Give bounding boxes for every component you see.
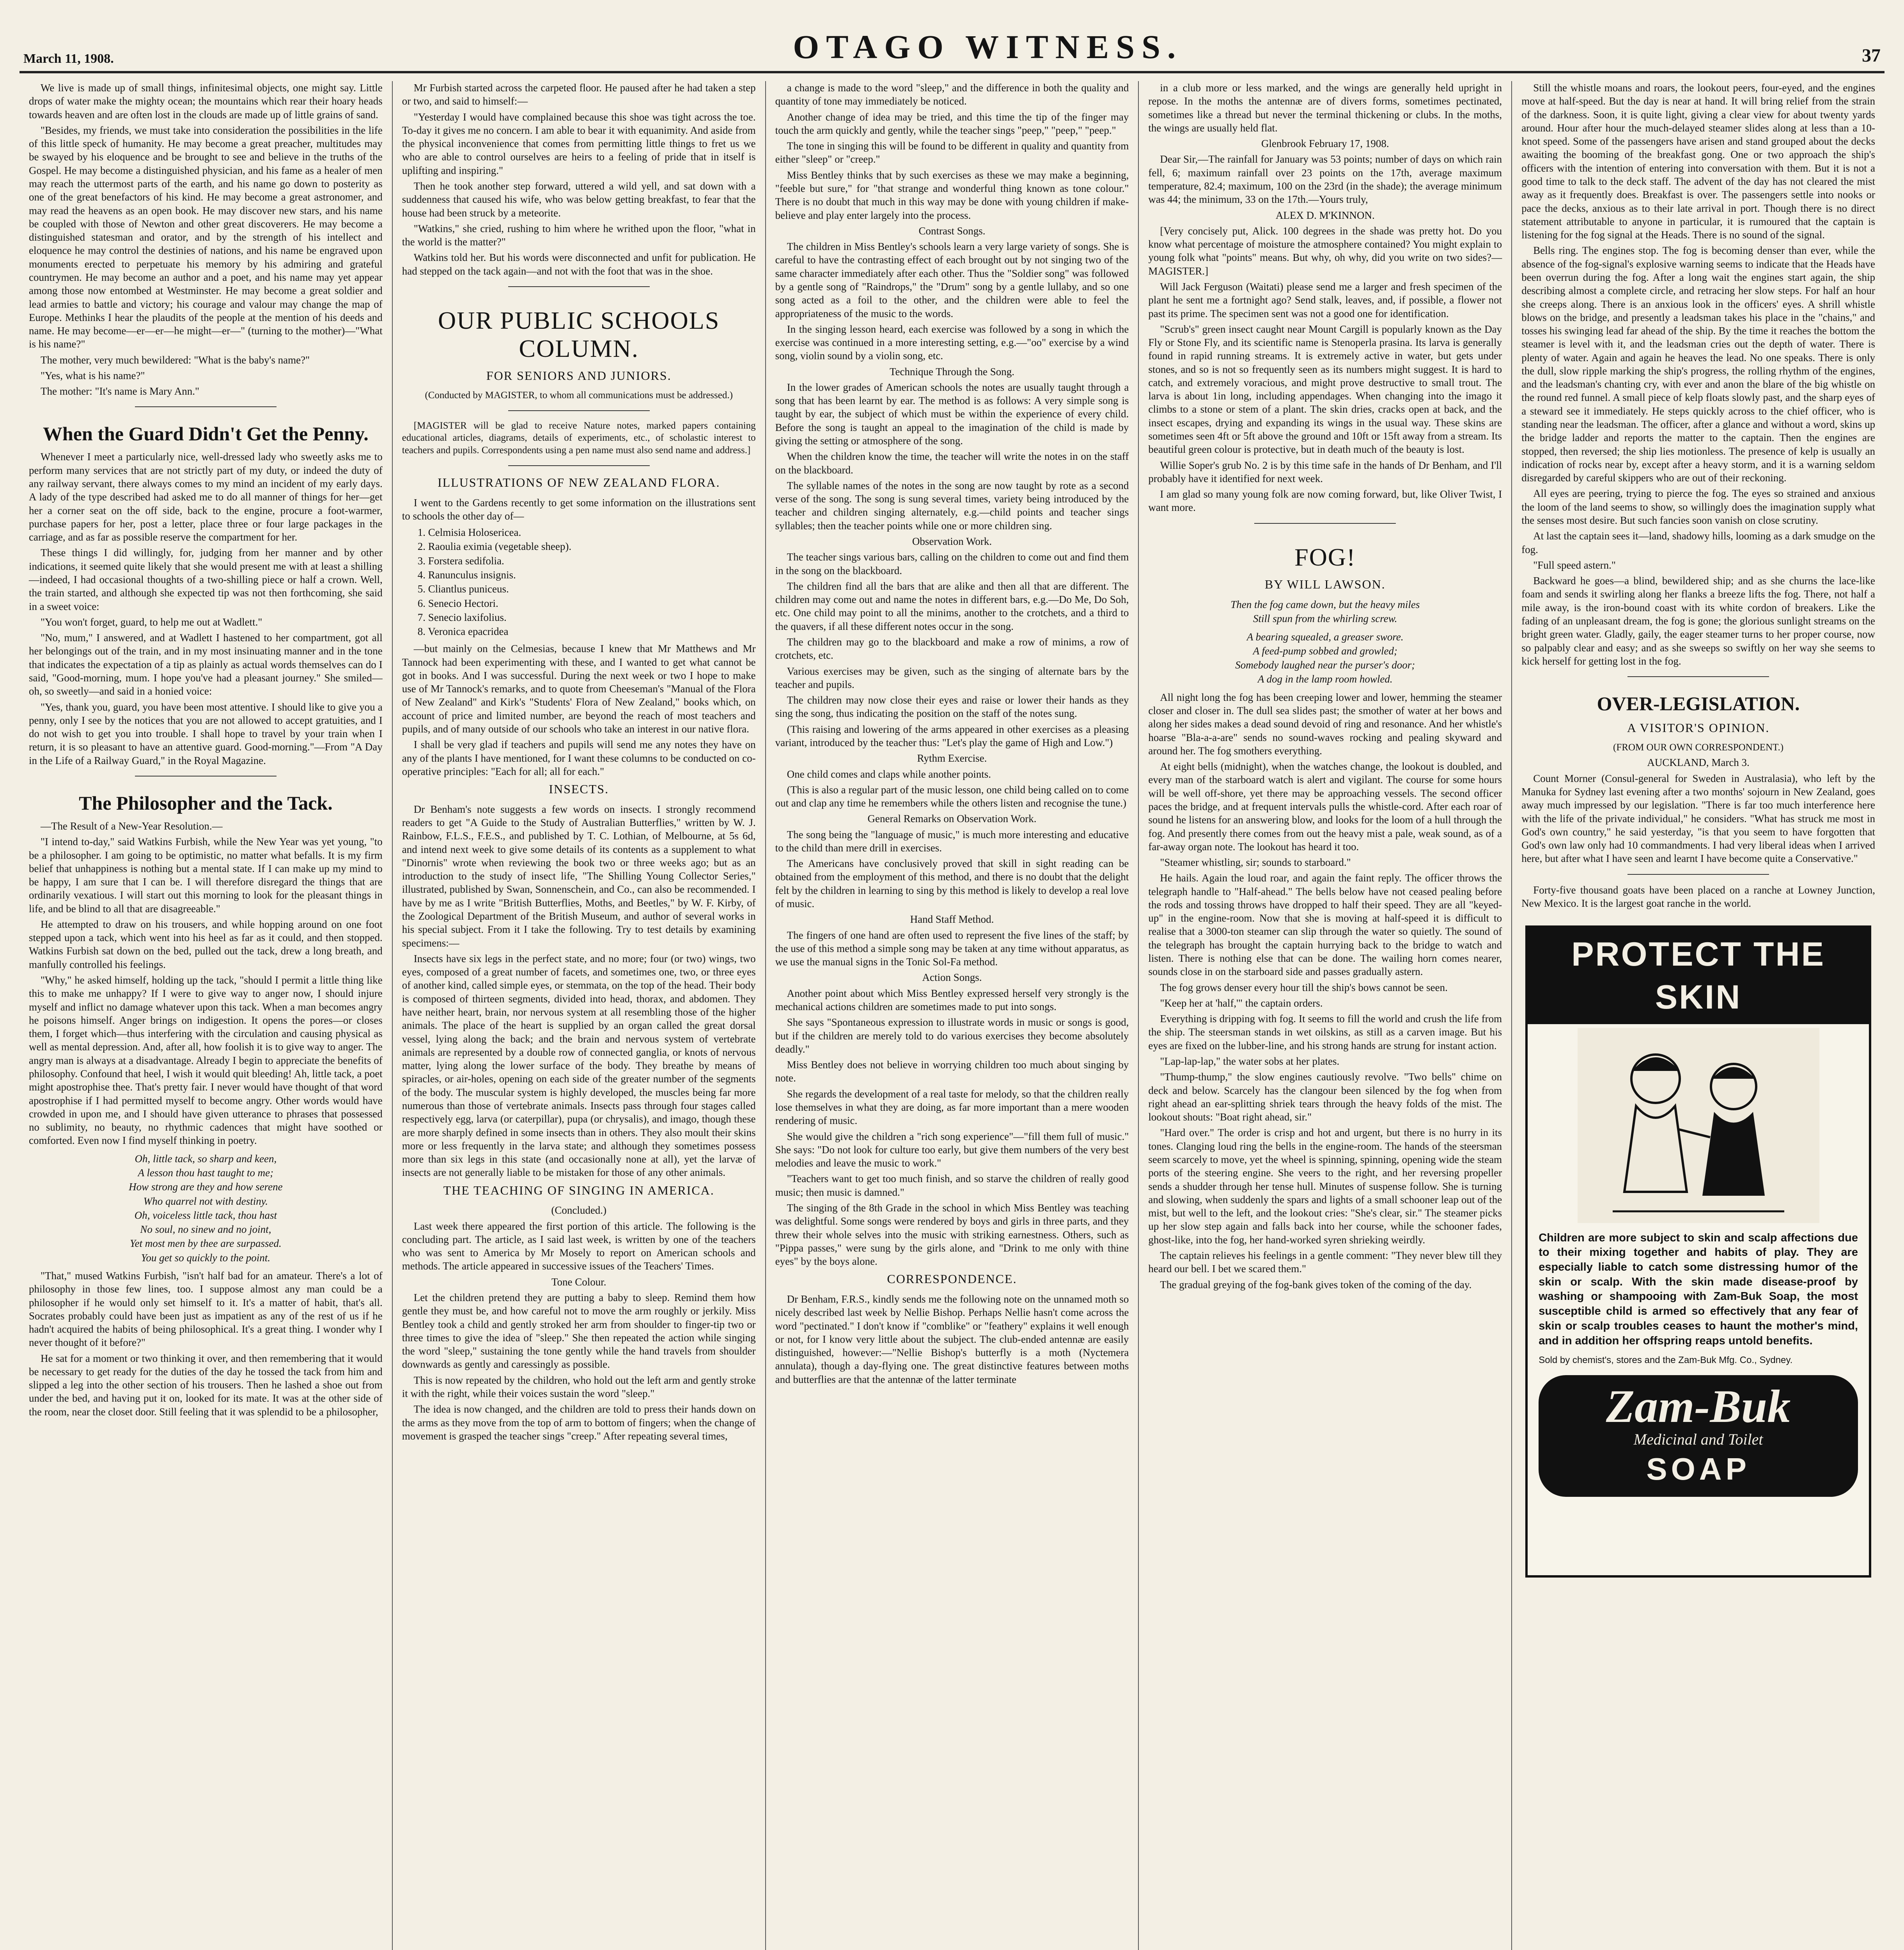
article-text: This is now repeated by the children, who hold out the left arm and gently stroke it with the right, while their voices sustain the word "sleep.": [402, 1374, 756, 1399]
list-item: 1. Celmisia Holosericea.: [417, 526, 521, 539]
conducted-note: (Conducted by MAGISTER, to whom all communications must be addressed.): [425, 390, 733, 401]
headline-fog: FOG!: [1294, 543, 1356, 571]
ad-illustration: [1528, 1024, 1869, 1227]
dateline: AUCKLAND, March 3.: [1647, 757, 1750, 769]
article-text: Insects have six legs in the perfect state, and no more; four (or two) wings, two eyes, composed of a great number of facets, and sometimes one, two, or three eyes of another kind, called simple eyes, or stemmata, on the top of the head. Their body is composed of thirteen segments, divided into head, thorax, and abdomen. They have neither heart, brain, nor nervous system at all resembling those of the higher animals. The place of the heart is supplied by an organ called the great dorsal vessel, lying along the back; and the brain and nervous system of vertebrate animals are represented by a double row of connected ganglia, or knots of nervous matter, lying along the lower surface of the body. They breathe by means of spiracles, or air-holes, opening on each side of the greater number of the segments of the body. The muscular system is highly developed, the muscles being far more numerous than those of vertebrate animals. Insects pass through four stages called respectively egg, larva (or caterpillar), pupa (or chrysalis), and imago, though these are more sharply defined in some insects than in others. They also moult their skins more or less frequently in the larva state; and although they sometimes possess more than six legs in this state (and occasionally none at all), yet the larvæ of insects are not generally liable to be mistaken for those of any other animals.: [402, 952, 756, 1179]
article-text: All eyes are peering, trying to pierce the fog. The eyes so strained and anxious the loom of the land seems to show, so willingly does the imagination supply what the senses most desire. But such fancies soon vanish on close scrutiny.: [1521, 488, 1875, 526]
article-text: "Full speed astern.": [1533, 559, 1616, 571]
column-1: [20, 81, 393, 1950]
fog-verse-2: [1148, 630, 1502, 686]
article-text: The children may now close their eyes and raise or lower their hands as they sing the song, thus indicating the position on the staff of the notes sung.: [775, 694, 1129, 720]
divider: [1627, 874, 1769, 875]
article-text: in a club more or less marked, and the wings are generally held upright in repose. In the moths the antennæ are of divers forms, sometimes pectinated, sometimes like a thread but never the terminal thickening or clubs. In the moths, the wings are usually held flat.: [1148, 82, 1502, 134]
poem-line: How strong are they and how serene: [129, 1181, 283, 1193]
article-text: The idea is now changed, and the children are told to press their hands down on the arms as they move from the top of arm to bottom of fingers; when the change of movement is grasped the teacher sings "creep." After repeating several times,: [402, 1403, 756, 1442]
subsection-title: Rythm Exercise.: [917, 752, 987, 764]
article-text: Let the children pretend they are putting a baby to sleep. Remind them how gentle they must be, and how careful not to move the arm roughly or jerkily. Miss Bentley took a child and gently stroked her arm from shoulder to finger-tip two or three times to give the idea of "sleep." She then repeated the action while singing the word "sleep," sustaining the tone gently while the hand travels from shoulder downwards as gently and caressingly as possible.: [402, 1291, 756, 1370]
column-3: [766, 81, 1139, 1950]
article-text: All night long the fog has been creeping lower and lower, hemming the steamer closer and closer in. The dull sea slides past; the smother of water at her bows and along her sides makes a dead sound devoid of ring and resonance. And her whistle's hoarse "Bla-a-a-are" sends no sound-waves rocking and pealing skyward and around her. The fog smothers everything.: [1148, 691, 1502, 757]
article-text: The captain relieves his feelings in a gentle comment: "They never blew till they heard our bell. I bet we scared them.": [1148, 1249, 1502, 1275]
verse-line: A bearing squealed, a greaser swore.: [1246, 631, 1404, 643]
article-text: "Yesterday I would have complained because this shoe was tight across the toe. To-day it gives me no concern. I am able to bear it with equanimity. And aside from the physical inconvenience that comes from permitting little things to fret us we who are able to control ourselves are heirs to a feeling of pride that in itself is uplifting and inspiring.": [402, 111, 756, 176]
subsection-title: Observation Work.: [912, 535, 992, 547]
article-text: She says "Spontaneous expression to illustrate words in music or songs is good, but if the children are merely told to do various exercises they become absolutely deadly.": [775, 1016, 1129, 1055]
article-text: I shall be very glad if teachers and pupils will send me any notes they have on any of the plants I have mentioned, for I want these columns to be conducted on co-operative principles: "Each for all; all for each.": [402, 739, 756, 777]
section-heading: ILLUSTRATIONS OF NEW ZEALAND FLORA.: [437, 475, 720, 489]
article-text: "That," mused Watkins Furbish, "isn't half bad for an amateur. There's a lot of philosophy in those few lines, too. I suppose almost any man could be a philosopher if he would only set himself to it. It's a matter of habit, that's all. Socrates probably could have been just as impatient as any of the rest of us if he hadn't acquired the habits of being philosophical. It's a great thing. I wonder why I never thought of it before?": [29, 1269, 383, 1349]
article-text: In the lower grades of American schools the notes are usually taught through a song that has been learnt by ear. The method is as follows: A very simple song is taught by ear, the subject of which must be within the experience of every child. Before the song is taught an appeal to the imagination of the child is made by giving the setting or atmosphere of the song.: [775, 381, 1129, 447]
article-text: Last week there appeared the first portion of this article. The following is the concluding part. The article, as I said last week, is written by one of the teachers who was sent to America by Mr Mosely to report on American schools and methods. The article appeared in successive issues of the Teachers' Times.: [402, 1220, 756, 1272]
article-text: She would give the children a "rich song experience"—"fill them full of music." She says: "Do not look for culture too early, but give them numbers of the very best melodies and leave the music to work.": [775, 1130, 1129, 1169]
verse-line: Still spun from the whirling screw.: [1253, 613, 1397, 625]
article-text: Backward he goes—a blind, bewildered ship; and as she churns the lace-like foam and sends it swirling along her flanks a breeze lifts the fog. There, not half a mile away, is the iron-bound coast with its white cordon of breakers. Like the fading of an unpleasant dream, the fog is gone; the glorious sunlight streams on the bright green water. Gladly, gaily, the eager steamer turns to her proper course, now so palpably clear and easy; and as she sweeps so swiftly on her way she seems to kick herself for getting lost in the fog.: [1521, 575, 1875, 667]
subsection-title: Contrast Songs.: [918, 225, 986, 237]
article-text: The children find all the bars that are alike and then all that are different. The children may come out and name the notes in different bars, e.g.—Do Me, Do Soh, etc. One child may point to all the minims, another to the crotchets, and a third to the quavers, if all these different notes occur in the song.: [775, 580, 1129, 632]
divider: [1627, 676, 1769, 677]
headline-philosopher: The Philosopher and the Tack.: [79, 792, 333, 814]
subheading: A VISITOR'S OPINION.: [1627, 721, 1770, 735]
section-heading: CORRESPONDENCE.: [887, 1272, 1017, 1286]
article-text: "Lap-lap-lap," the water sobs at her plates.: [1160, 1055, 1340, 1067]
column-2: [393, 81, 766, 1950]
article-text: He hails. Again the loud roar, and again the faint reply. The officer throws the telegraph handle to "Half-ahead." The bells below have not ceased pealing before the rods and tossing throws have dropped to half their speed. They are all "keyed-up" in the engine-room. Now that she is moving at half-speed it is difficult to realise that a 3000-ton steamer can slip through the water so quietly. The sound of the telegraph has brought the captain hurrying back to the bridge to watch and listen. There is nothing else that can be done. The wailing horn comes nearer, sounds close in on the starboard side and passes gradually astern.: [1148, 872, 1502, 978]
children-illustration-icon: [1578, 1028, 1819, 1223]
article-text: Another change of idea may be tried, and this time the tip of the finger may touch the arm quickly and gently, while the teacher sings "peep," "peep," "peep.": [775, 111, 1129, 136]
list-item: 6. Senecio Hectori.: [417, 597, 498, 609]
article-text: Count Morner (Consul-general for Sweden in Australasia), who left by the Manuka for Sydney last evening after a two months' sojourn in New Zealand, goes away much impressed by our legislation. "There is far too much interference here with the life of the private individual," he considers. "What has struck me most in God's own country," he said yesterday, "is that you seem to have forgotten that God's own law only had 10 commandments. I had very liberal ideas when I arrived here, but after what I have seen and learnt I have become quite a Conservative.": [1521, 772, 1875, 865]
list-item: 5. Cliantlus puniceus.: [417, 583, 509, 595]
page-number: 37: [1862, 45, 1881, 66]
verse-line: A dog in the lamp room howled.: [1257, 673, 1393, 685]
article-text: Various exercises may be given, such as the singing of alternate bars by the teacher and pupils.: [775, 665, 1129, 690]
article-text: "Watkins," she cried, rushing to him where he writhed upon the floor, "what in the world is the matter?": [402, 222, 756, 248]
divider: [1254, 523, 1396, 524]
divider: [508, 286, 650, 287]
zam-buk-advertisement: [1525, 925, 1871, 1578]
poem-line: Oh, voiceless little tack, thou hast: [134, 1209, 277, 1221]
article-text: "Hard over." The order is crisp and hot and urgent, but there is no hurry in its tones. Clanging loud ring the bells in the engine-room. The hands of the steersman seem scarcely to move, yet the wheel is spinning, spinning, opening wide the steam ports of the steering engine. She veers to the right, and her reversing propeller sends a shudder through her tense hull. Minutes of suspense follow. She is turning and slowing, when suddenly the spars and lights of a small schooner leap out of the mist, but well to the left, and the lookout cries: "She's clear, sir." The steamer picks up her slow step again and falls back into her course, while the schooner fades, ghost-like, into the fog, her hand-worked syren shrieking weirdly.: [1148, 1127, 1502, 1246]
subheading: FOR SENIORS AND JUNIORS.: [486, 369, 672, 383]
article-text: When the children know the time, the teacher will write the notes in on the staff on the blackboard.: [775, 450, 1129, 476]
list-item: 2. Raoulia eximia (vegetable sheep).: [417, 541, 572, 553]
article-text: The teacher sings various bars, calling on the children to come out and find them in the song on the blackboard.: [775, 551, 1129, 576]
article-text: "Teachers want to get too much finish, and so starve the children of really good music; then music is damned.": [775, 1173, 1129, 1198]
article-text: Will Jack Ferguson (Waitati) please send me a larger and fresh specimen of the plant he sent me a fortnight ago? Send stalk, leaves, and, if possible, a flower not past its prime. The specimen sent was not a good one for identification.: [1148, 280, 1502, 319]
article-text: a change is made to the word "sleep," and the difference in both the quality and quantity of tone may immediately be noticed.: [775, 82, 1129, 107]
poem-line: No soul, no sinew and no joint,: [140, 1223, 271, 1236]
article-text: Bells ring. The engines stop. The fog is becoming denser than ever, while the absence of the fog-signal's explosive warning seems to indicate that the Heads have been overrun during the fog. After a long wait the engines start again, the ship describing almost a complete circle, and retracing her slow steps. For half an hour she creeps along. There is an anxious look in the officers' eyes. A shrill whistle blows on the bridge, and presently a leadsman takes his place in the "chains," and tosses his swinging lead far ahead of the ship. By the time it reaches the bottom the steamer is level with it, and the leadsman cries out the depth of water. There is plenty of water. Again and again he heaves the lead. No one speaks. There is only the dull, slow ripple marking the ship's progress, the rolling rhythm of the engines, and the leadsman's chanting cry, with ever and anon the blare of the big whistle on the round red funnel. A small piece of kelp floats slowly past, and the sharp eyes of a steward see it immediately. He steps quickly across to the chief officer, who is standing near the leadsman. The officer, after a glance and without a word, skins up the bridge ladder and reports the matter to the captain. Then the engines are stopped, then reversed; the ship lies motionless. The presence of kelp is usually an indication of rocks near by, except after a heavy storm, and it is a warning seldom disregarded by careful skippers who are out of their reckoning.: [1521, 245, 1875, 484]
headline-over-legislation: OVER-LEGISLATION.: [1597, 693, 1800, 715]
letter-signature: ALEX D. M'KINNON.: [1275, 209, 1375, 221]
subsection-title: Tone Colour.: [551, 1276, 606, 1288]
column-5: [1512, 81, 1884, 1950]
concluded-note: (Concluded.): [551, 1204, 607, 1216]
divider: [508, 410, 650, 411]
article-text: We live is made up of small things, infinitesimal objects, one might say. Little drops of water make the mighty ocean; the mountains which rear their hoary heads towards heaven and are often lost in the clouds are made up of little grains of sand.: [29, 82, 383, 121]
headline-guard: When the Guard Didn't Get the Penny.: [43, 423, 369, 445]
article-text: Mr Furbish started across the carpeted floor. He paused after he had taken a step or two, and said to himself:—: [402, 82, 756, 107]
brand-product: SOAP: [1646, 1452, 1750, 1487]
article-text: Miss Bentley does not believe in worrying children too much about singing by note.: [775, 1059, 1129, 1084]
article-text: The singing of the 8th Grade in the school in which Miss Bentley was teaching was delightful. Some songs were rendered by boys and girls in three parts, and they threw their whole selves into the music with striking earnestness. Others, such as "Pippa passes," were sung by the girls alone, and "Drink to me only with thine eyes" by the boys alone.: [775, 1202, 1129, 1268]
article-text: Still the whistle moans and roars, the lookout peers, four-eyed, and the engines move at half-speed. But the day is near at hand. It will bring relief from the strain of the darkness. Soon, it is quite light, giving a clear view for about twenty yards around. Hour after hour the much-delayed steamer slides along at less than a 10-knot speed. Some of the passengers have arisen and stand grouped about the decks awaiting the booming of the breakfast gong. One or two approach the ship's officers with the intention of entering into conversation with them. But it is not a good time to talk to the deck staff. The advent of the day has not cleared the mist away as it frequently does. Breakfast is over. The passengers settle into nooks or pace the decks, anxious as to their late arrival in port. Though there is no direct statement attributable to anyone in particular, it is rumoured that the captain is listening for the fog signal at the Heads. There is no sound of the signal.: [1521, 82, 1875, 241]
article-text: (This is also a regular part of the music lesson, one child being called on to come out and clap any time he remembers while the others listen and recognise the tune.): [775, 784, 1129, 809]
subsection-title: Technique Through the Song.: [889, 365, 1015, 378]
brand-tagline: Medicinal and Toilet: [1633, 1430, 1763, 1448]
article-text: He attempted to draw on his trousers, and while hopping around on one foot stepped upon a tack, which went into his heel as far as it could, and then stopped. Watkins Furbish sat down on the bed, pulled out the tack, drew a long breath, and manfully controlled his feelings.: [29, 918, 383, 970]
issue-date: March 11, 1908.: [23, 51, 114, 66]
article-text: "Scrub's" green insect caught near Mount Cargill is popularly known as the Day Fly or Stone Fly, and its scientific name is Stenoperla prasina. Its larva is generally found in rapid running streams. It is extremely active in water, but gets under stones, and so is not so frequently seen as its numbers might suggest. It is hard to catch, and extremely voracious, and might prove destructive to small trout. The larva is about 1in long, including appendages. When changing into the imago it climbs to a stone or stem of a plant. The skin dries, cracks open at back, and the insect escapes, drying and expanding its wings in the usual way. These skins are sometimes seen 4ft or 5ft above the ground and 10ft or 15ft away from a stream. Its beautiful green colour is protective, but in death much of the beauty is lost.: [1148, 323, 1502, 456]
article-text: The fingers of one hand are often used to represent the five lines of the staff; by the use of this method a simple song may be taken at any time without apparatus, as we use the manual signs in the Tonic Sol-Fa method.: [775, 929, 1129, 968]
article-text: These things I did willingly, for, judging from her manner and by other indications, it seemed quite likely that she would present me with at least a shilling—indeed, I had occasional thoughts of a two-shilling piece or half a crown. Well, the train started, and although she expected tip was not then forthcoming, she said in a sweet voice:: [29, 547, 383, 612]
article-text: The fog grows denser every hour till the ship's bows cannot be seen.: [1160, 981, 1448, 993]
article-text: Everything is dripping with fog. It seems to fill the world and crush the life from the ship. The steersman stands in wet oilskins, as still as a carven image. But his eyes are fixed on the lubber-line, and his strong hands are strung for instant action.: [1148, 1013, 1502, 1051]
article-text: The gradual greying of the fog-bank gives token of the coming of the day.: [1160, 1278, 1472, 1291]
source-note: (FROM OUR OWN CORRESPONDENT.): [1613, 742, 1784, 753]
tack-poem: [29, 1152, 383, 1264]
article-text: Miss Bentley thinks that by such exercises as these we may make a beginning, "feeble but sure," for "that strange and wonderful thing known as tone colour." There is no doubt that much in this way may be done with young children if make-believe and play enter largely into the process.: [775, 169, 1129, 221]
page-header: [20, 8, 1884, 73]
brand-name: Zam-Buk: [1606, 1380, 1791, 1432]
article-text: "Thump-thump," the slow engines cautiously revolve. "Two bells" chime on deck and below. Scarcely has the clangour been silenced by the fog when from right ahead an ear-splitting shriek tears through the heavy folds of the mist. The lookout shouts: "Boat right ahead, sir.": [1148, 1071, 1502, 1123]
subsection-title: Action Songs.: [922, 971, 982, 984]
poem-line: You get so quickly to the point.: [141, 1252, 271, 1264]
article-text: Dear Sir,—The rainfall for January was 53 points; number of days on which rain fell, 6; maximum rainfall over 23 points on the 17th, average maximum temperature, 82.4; maximum, 100 on the 23rd (in the shade); the average minimum was 44; the minimum, 33 on the 17th.—Yours truly,: [1148, 153, 1502, 206]
list-item: 8. Veronica epacridea: [417, 626, 509, 638]
headline-public-schools: OUR PUBLIC SCHOOLS COLUMN.: [438, 306, 720, 362]
poem-line: Oh, little tack, so sharp and keen,: [135, 1152, 277, 1165]
article-text: The song being the "language of music," is much more interesting and educative to the child than mere drill in exercises.: [775, 828, 1129, 854]
masthead: OTAGO WITNESS.: [793, 28, 1183, 66]
list-item: 7. Senecio laxifolius.: [417, 611, 507, 623]
article-text: At eight bells (midnight), when the watches change, the lookout is doubled, and every man of the starboard watch is alert and vigilant. The course for some hours will be well off-shore, yet there may be approaching vessels. The second officer paces the bridge, and at frequent intervals pulls the whistle-cord. After each roar of sound he listens for an answering blow, and looks for the loom of a hull through the fog. And presently there comes from out the heavy mist a pale, weak sound, as of a far-away organ note. The lookout has heard it too.: [1148, 760, 1502, 853]
byline: BY WILL LAWSON.: [1264, 577, 1386, 592]
verse-line: A feed-pump sobbed and growled;: [1253, 645, 1398, 657]
article-text: The children may go to the blackboard and make a row of minims, a row of crotchets, etc.: [775, 636, 1129, 661]
article-text: At last the captain sees it—land, shadowy hills, looming as a dark smudge on the fog.: [1521, 530, 1875, 555]
article-text: —but mainly on the Celmesias, because I knew that Mr Matthews and Mr Tannock had been experimenting with these, and I wanted to get what cannot be got in books. And I was successful. During the next week or two I hope to make use of Mr Tannock's remarks, and to quote from Cheeseman's "Manual of the Flora of New Zealand" and Kirk's "Students' Flora of New Zealand," books which, on account of price and limited number, are beyond the reach of most teachers and pupils, and of many outside of our schools who take an interest in our native flora.: [402, 643, 756, 735]
article-text: Then he took another step forward, uttered a wild yell, and sat down with a suddenness that caused his wife, who was below getting breakfast, to fear that the house had been struck by a meteorite.: [402, 180, 756, 219]
subsection-title: Hand Staff Method.: [910, 913, 994, 925]
article-text: "No, mum," I answered, and at Wadlett I hastened to her compartment, got all her belongings out of the train, and in my most insinuating manner and in the tone that indicates the expectation of a tip as plainly as actual words themselves can do I said, "Good-morning, mum. I hope you've had a pleasant journey." She smiled—oh, so sweetly—and said in a honied voice:: [29, 632, 383, 697]
article-text: Whenever I meet a particularly nice, well-dressed lady who sweetly asks me to perform many services that are not strictly part of my duty, or indeed the duty of any railway servant, there always comes to my mind an incident of my early days. A lady of the type described had asked me to do all manner of things for her—get her a corner seat on the off side, back to the engine, procure a foot-warmer, purchase papers for her, post a letter, place three or four large packages in the carriage, and as far as possible reserve the compartment for her.: [29, 451, 383, 543]
letter-dateline: Glenbrook February 17, 1908.: [1261, 138, 1389, 150]
article-text: One child comes and claps while another points.: [787, 768, 991, 780]
article-text: —The Result of a New-Year Resolution.—: [41, 820, 223, 832]
article-text: "Yes, thank you, guard, you have been most attentive. I should like to give you a penny, only I see by the notices that you are not allowed to accept gratuities, and I do not wish to get you into trouble. I shall hope to travel by your train when I return, it is so pleasant to have an attentive guard. Good-morning."—From "A Day in the Life of a Railway Guard," in the Royal Magazine.: [29, 701, 383, 766]
article-text: Another point about which Miss Bentley expressed herself very strongly is the mechanical actions children are sometimes made to put into songs.: [775, 987, 1129, 1012]
article-text: "Keep her at 'half,'" the captain orders.: [1160, 997, 1323, 1009]
article-text: Dr Benham's note suggests a few words on insects. I strongly recommend readers to get "A Guide to the Study of Australian Butterflies," written by W. J. Rainbow, F.L.S., F.E.S., and published by T. C. Lothian, of Melbourne, at 5s 6d, and intend next week to give some details of its contents as a supplement to what "Dinornis" wrote when reviewing the book two or three weeks ago; but as an introduction to the study of insect life, "The Shilling Young Collector Series," illustrated, published by Swan, Sonnenschein, and Co., can also be recommended. I have by me as I write "British Butterflies, Moths, and Beetles," by W. F. Kirby, of the Zoological Department of the British Museum, and author of several works in his special subject. From it I take the following. Try to test details by examining specimens:—: [402, 803, 756, 949]
ad-retail-note: Sold by chemist's, stores and the Zam-Buk Mfg. Co., Sydney.: [1539, 1355, 1793, 1366]
article-text: "Yes, what is his name?": [41, 369, 145, 381]
subsection-title: General Remarks on Observation Work.: [867, 813, 1037, 825]
section-heading: INSECTS.: [549, 782, 609, 796]
article-text: The mother: "It's name is Mary Ann.": [41, 385, 200, 397]
article-text: Dr Benham, F.R.S., kindly sends me the following note on the unnamed moth so nicely described last week by Nellie Bishop. Perhaps Nellie hasn't come across the word "pectinated." I don't know if "comblike" or "feathery" explains it well enough or not, for I know very little about the subject. The club-ended antennæ are easily distinguished, however:—"Nellie Bishop's butterfly is a moth (Nyctemera annulata), though a day-flying one. The great distinctive features between moths and butterflies are that the antennæ of the latter terminate: [775, 1293, 1129, 1385]
article-text: She regards the development of a real taste for melody, so that the children really lose themselves in what they are doing, as far more important than a mere wooden rendering of music.: [775, 1088, 1129, 1127]
article-text: (This raising and lowering of the arms appeared in other exercises as a pleasing variant, introduced by the teacher thus: "Let's play the game of High and Low."): [775, 723, 1129, 748]
ad-headline: PROTECT THE SKIN: [1528, 928, 1869, 1024]
section-heading: THE TEACHING OF SINGING IN AMERICA.: [443, 1183, 714, 1197]
article-text: "You won't forget, guard, to help me out at Wadlett.": [41, 616, 262, 628]
article-text: The Americans have conclusively proved that skill in sight reading can be obtained from the employment of this method, and there is no doubt that the delight felt by the children in learning to sing by this method is likely to develop a real love of music.: [775, 858, 1129, 910]
article-text: Watkins told her. But his words were disconnected and unfit for publication. He had stepped on the tack again—and not with the foot that was in the shoe.: [402, 252, 756, 277]
editor-notice: [MAGISTER will be glad to receive Nature notes, marked papers containing educational articles, diagrams, details of experiments, etc., of scholastic interest to teachers and pupils. Correspondents using a pen name must also send name and address.]: [402, 420, 756, 456]
zam-buk-logo: [1539, 1375, 1858, 1497]
fog-verse: [1148, 598, 1502, 626]
article-text: Forty-five thousand goats have been placed on a ranche at Lowney Junction, New Mexico. It is the largest goat ranche in the world.: [1521, 884, 1875, 909]
columns: [20, 81, 1884, 1950]
article-text: "Steamer whistling, sir; sounds to starboard.": [1160, 856, 1351, 869]
article-text: "Why," he asked himself, holding up the tack, "should I permit a little thing like this to make me unhappy? If I were to give way to anger now, I should injure myself and inflict no damage whatever upon this tack. When a man becomes angry he poisons himself. Anger brings on indigestion. It opens the pores—or closes them, I forget which—thus interfering with the circulation and causing physical as well as mental depression. And, after all, how foolish it is to give way to anger. The angry man is always at a disadvantage. Already I begin to appreciate the benefits of philosophy. Confound that heel, I wish it would quit bleeding! Ah, little tack, a poet might apostrophise thee. That's pretty fair. I never would have thought of that word apostrophise if I had permitted myself to become angry. Other words would have crowded in upon me, and I should have given utterance to phrases that possessed no sublimity, no beauty, no rhythmic cadences that might have soothed or comforted. Even now I find myself thinking in poetry.: [29, 974, 383, 1147]
poem-line: Who quarrel not with destiny.: [143, 1195, 268, 1207]
column-4: [1139, 81, 1512, 1950]
article-text: "Besides, my friends, we must take into consideration the possibilities in the life of this little speck of humanity. He may become a great preacher, multitudes may be swayed by his eloquence and be brought to see and believe in the truths of the Gospel. He may become a distinguished physician, and his fame as a healer of men may reach the uttermost parts of the earth, and his name go down to posterity as one of the great benefactors of his kind. He may become a great astronomer, and may read the heavens as an open book. He may discover new stars, and his name be coupled with those of Newton and other great discoverers. He may become a distinguished statesman and orator, and by the strength of his intellect and eloquence he may control the destinies of nations, and his name be engraved upon monuments erected to perpetuate his memory by his admiring and grateful countrymen. He may become an author and a poet, and his name may yet appear among those now entombed at Westminster. He may become a great soldier and lead armies to battle and victory; his courage and valour may change the map of Europe. Methinks I hear the plaudits of the people at the mention of his deeds and name. He may become—er—er—he might—er—" (turning to the mother)—"What is his name?": [29, 124, 383, 350]
article-text: I am glad so many young folk are now coming forward, but, like Oliver Twist, I want more.: [1148, 488, 1502, 514]
verse-line: Then the fog came down, but the heavy miles: [1230, 599, 1420, 611]
divider: [508, 465, 650, 466]
article-text: The mother, very much bewildered: "What is the baby's name?": [41, 354, 310, 366]
poem-line: A lesson thou hast taught to me;: [138, 1166, 274, 1179]
flora-list: [418, 526, 756, 638]
article-text: "I intend to-day," said Watkins Furbish, while the New Year was yet young, "to be a philosopher. I am going to be optimistic, no matter what befalls. It is my firm belief that unhappiness is nothing but a mental state. If I can make up my mind to be happy, I am sure that I can be. I will therefore disregard the things that are ordinarily vexatious. I will start out this morning to look for the pleasant things in life, and be blind to all that are disagreeable.": [29, 836, 383, 915]
article-text: The children in Miss Bentley's schools learn a very large variety of songs. She is careful to have the contrasting effect of each brought out by not singing two of the same character immediately after each other. Thus the "Soldier song" was followed by a gentle song of "Raindrops," the "Drum" song by a gentle lullaby, and so one song acted as a foil to the other, and the children were able to feel the appropriateness of the music to the words.: [775, 241, 1129, 319]
list-item: 3. Forstera sedifolia.: [417, 555, 504, 567]
verse-line: Somebody laughed near the purser's door;: [1235, 659, 1415, 671]
article-text: I went to the Gardens recently to get some information on the illustrations sent to schools the other day of—: [402, 496, 756, 522]
article-text: Willie Soper's grub No. 2 is by this time safe in the hands of Dr Benham, and I'll probably have it identified for next week.: [1148, 459, 1502, 484]
article-text: The tone in singing this will be found to be different in quality and quantity from either "sleep" or "creep.": [775, 140, 1129, 165]
article-text: The syllable names of the notes in the song are now taught by rote as a second verse of the song. The song is sung several times, variety being introduced by the teacher and children singing alternately, e.g.—child points and teacher sings syllables; then the teacher points while one or more children sing.: [775, 479, 1129, 532]
divider: [135, 406, 277, 407]
ad-body-text: Children are more subject to skin and scalp affections due to their mixing together and habits of play. They are especially liable to catch some distressing humor of the skin or scalp. With the skin made disease-proof by washing or shampooing with Zam-Buk Soap, the most susceptible child is armed so effectively that any fear of skin or scalp troubles ceases to haunt the mother's mind, and in addition her offspring reaps untold benefits.: [1539, 1231, 1858, 1347]
article-text: He sat for a moment or two thinking it over, and then remembering that it would be necessary to get ready for the duties of the day he tossed the tack from him and slipped a leg into the other section of his trousers. Then he lashed a shoe out from under the bed, and having put it on, looked for its mate. It was at the other side of the room, near the closet door. Still feeling that it was splendid to be a philosopher,: [29, 1352, 383, 1418]
article-text: [Very concisely put, Alick. 100 degrees in the shade was pretty hot. Do you know what percentage of moisture the atmosphere contained? You might explain to young folk what "points" means. But why, oh why, did you write on two sides?—MAGISTER.]: [1148, 225, 1502, 277]
list-item: 4. Ranunculus insignis.: [417, 569, 516, 581]
article-text: In the singing lesson heard, each exercise was followed by a song in which the exercise was continued in a more interesting setting, e.g.—"oo" exercise by a wind song, violin sound by a violin song, etc.: [775, 323, 1129, 362]
poem-line: Yet most men by thee are surpassed.: [130, 1237, 282, 1250]
